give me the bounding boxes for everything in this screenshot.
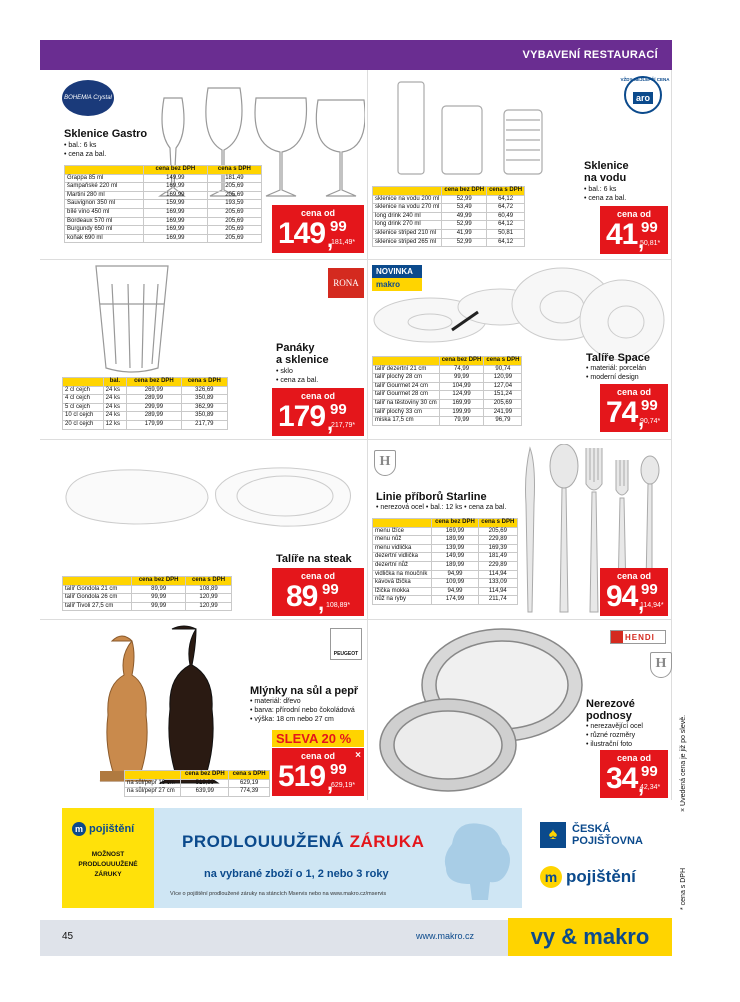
row-price: 52,99 xyxy=(442,195,487,204)
row-price-vat: 64,72 xyxy=(487,204,525,213)
bohemia-logo xyxy=(62,80,114,116)
peugeot-logo xyxy=(330,628,362,660)
row-price-vat: 90,74 xyxy=(484,365,522,374)
price-comma: , xyxy=(638,406,645,431)
col-head: cena bez DPH xyxy=(132,577,186,586)
col-head: cena s DPH xyxy=(186,577,232,586)
col-head xyxy=(63,577,132,586)
mlynky-bullet-2: • barva: přírodní nebo čokoládová xyxy=(250,706,355,715)
dog-silhouette-icon xyxy=(432,814,520,904)
row-price: 169,99 xyxy=(439,399,484,408)
insurer-line-1: ČESKÁ xyxy=(572,823,611,835)
row-label: vidlička na moučník xyxy=(373,570,432,579)
row-label: šampaňské 220 ml xyxy=(65,183,144,192)
price-label: cena od xyxy=(616,387,651,397)
warranty-banner[interactable] xyxy=(62,808,522,908)
row-price: 94,99 xyxy=(432,587,478,596)
row-label: sklenice na vodu 200 ml xyxy=(373,195,442,204)
price-int: 149 xyxy=(278,217,326,250)
panaky-bullet-2: • cena za bal. xyxy=(276,376,318,385)
panaky-title-1: Panáky xyxy=(276,342,315,354)
row-price-vat: 114,94 xyxy=(478,570,517,579)
mpojisteni-text: pojištění xyxy=(566,867,636,886)
hendi-logo xyxy=(610,630,666,644)
voda-title-1: Sklenice xyxy=(584,160,629,172)
bohemia-logo-text: BOHEMIA Crystal xyxy=(64,95,112,101)
banner-sub: na vybrané zboží o 1, 2 nebo 3 roky xyxy=(204,868,389,880)
banner-headline xyxy=(182,832,424,852)
mlynky-bullets xyxy=(250,697,355,724)
row-label: talíř Tivoli 27,5 cm xyxy=(63,602,132,611)
price-int: 74 xyxy=(606,396,638,429)
rona-logo xyxy=(328,268,364,298)
mlynky-bullet-3: • výška: 18 cm nebo 27 cm xyxy=(250,715,355,724)
price-vat: 114,94* xyxy=(640,602,664,609)
price-comma: , xyxy=(638,772,645,797)
row-price: 189,99 xyxy=(432,561,478,570)
row-label: talíř Gondola 26 cm xyxy=(63,594,132,603)
price-int: 89 xyxy=(286,580,318,613)
row-price: 169,99 xyxy=(143,226,207,235)
col-head: cena s DPH xyxy=(181,378,227,387)
row-price: 139,99 xyxy=(432,544,478,553)
starline-bullet-1: • nerezová ocel • bal.: 12 ks • cena za bal. xyxy=(376,503,506,512)
aro-brand: aro xyxy=(633,92,653,104)
row-price-vat: 362,99 xyxy=(181,403,227,412)
row-pack: 24 ks xyxy=(103,412,127,421)
banner-headline-2: ZÁRUKA xyxy=(349,832,425,851)
row-price-vat: 64,12 xyxy=(487,238,525,247)
col-head: cena s DPH xyxy=(207,166,261,175)
row-pack: 24 ks xyxy=(103,403,127,412)
row-label: talíř Gourmet 24 cm xyxy=(373,382,440,391)
panaky-table xyxy=(62,377,228,430)
price-dec: 99 xyxy=(330,401,347,418)
price-dec: 99 xyxy=(641,397,658,414)
bubble-line-3: ZÁRUKY xyxy=(94,871,122,878)
steak-table xyxy=(62,576,232,611)
steak-price-box xyxy=(272,568,364,616)
row-price-vat: 241,99 xyxy=(484,408,522,417)
gastro-title: Sklenice Gastro xyxy=(64,128,148,140)
row-price: 519,99 xyxy=(181,779,229,788)
price-label: cena od xyxy=(300,571,335,581)
row-label: Burgundy 650 ml xyxy=(65,226,144,235)
row-label: 20 cl cejch xyxy=(63,420,104,429)
row-price: 169,99 xyxy=(143,217,207,226)
col-head: cena bez DPH xyxy=(432,519,478,528)
starline-table xyxy=(372,518,518,605)
price-comma: , xyxy=(638,228,645,253)
row-price: 99,99 xyxy=(132,602,186,611)
price-vat: 108,89* xyxy=(326,602,351,609)
hendi-logo-mark xyxy=(611,631,623,643)
row-price: 169,99 xyxy=(143,191,207,200)
bubble-text xyxy=(62,850,154,880)
bubble-line-2: PRODLOUUUŽENÉ xyxy=(78,861,138,868)
col-head xyxy=(373,187,442,196)
discount-x-icon: × xyxy=(355,750,361,761)
row-price-vat: 326,69 xyxy=(181,386,227,395)
price-vat: 50,81* xyxy=(640,240,661,247)
price-int: 519 xyxy=(278,760,326,793)
starline-price-box xyxy=(600,568,668,616)
row-pack: 24 ks xyxy=(103,395,127,404)
water-glasses-image xyxy=(392,80,552,180)
novinka-label: NOVINKA xyxy=(372,265,422,278)
row-price-vat: 50,81 xyxy=(487,229,525,238)
row-label: Sauvignon 350 ml xyxy=(65,200,144,209)
gastro-bullets xyxy=(64,141,106,159)
gastro-table xyxy=(64,165,262,243)
row-label: 4 cl cejch xyxy=(63,395,104,404)
banner-headline-1: PRODLOUUUŽENÁ xyxy=(182,832,345,851)
podnosy-bullet-3: • ilustrační foto xyxy=(586,740,643,749)
row-price-vat: 96,79 xyxy=(484,417,522,426)
price-comma: , xyxy=(638,590,645,615)
banner-small: Více o pojištění prodloužené záruky na stáncích Mservis nebo na www.makro.cz/mservis xyxy=(170,891,387,897)
row-label: long drink 270 ml xyxy=(373,221,442,230)
row-price-vat: 120,99 xyxy=(186,594,232,603)
row-price-vat: 229,89 xyxy=(478,561,517,570)
row-price-vat: 205,69 xyxy=(207,183,261,192)
row-label: kávová lžička xyxy=(373,579,432,588)
price-dec: 99 xyxy=(641,581,658,598)
row-price-vat: 774,39 xyxy=(229,788,270,797)
row-price: 99,99 xyxy=(132,594,186,603)
col-head xyxy=(125,771,181,780)
space-bullet-1: • materiál: porcelán xyxy=(586,364,646,373)
row-price-vat: 181,49 xyxy=(478,553,517,562)
row-price: 169,99 xyxy=(432,527,478,536)
row-label: long drink 240 ml xyxy=(373,212,442,221)
podnosy-bullet-2: • různé rozměry xyxy=(586,731,643,740)
col-head: cena s DPH xyxy=(487,187,525,196)
row-price-vat: 60,49 xyxy=(487,212,525,221)
row-price-vat: 211,74 xyxy=(478,596,517,605)
row-price: 124,99 xyxy=(439,391,484,400)
insurer-line-2: POJIŠŤOVNA xyxy=(572,835,643,847)
row-pack: 24 ks xyxy=(103,386,127,395)
row-price: 159,99 xyxy=(143,200,207,209)
panaky-price-box xyxy=(272,388,364,436)
row-price-vat: 205,69 xyxy=(207,217,261,226)
price-dec: 99 xyxy=(641,763,658,780)
row-label: menu nůž xyxy=(373,536,432,545)
row-label: na sůl/pepř 18 cm xyxy=(125,779,181,788)
price-comma: , xyxy=(327,410,334,435)
row-label: koňak 690 ml xyxy=(65,234,144,243)
starline-title: Linie příborů Starline xyxy=(376,491,487,503)
row-label: na sůl/pepř 27 cm xyxy=(125,788,181,797)
row-price: 41,99 xyxy=(442,229,487,238)
row-price-vat: 120,99 xyxy=(186,602,232,611)
podnosy-bullets xyxy=(586,722,643,749)
podnosy-price-box xyxy=(600,750,668,798)
hendi-shield-icon: H xyxy=(374,450,396,476)
voda-table xyxy=(372,186,525,247)
row-price: 179,99 xyxy=(127,420,181,429)
row-price-vat: 229,89 xyxy=(478,536,517,545)
row-price: 99,99 xyxy=(439,374,484,383)
section-header: VYBAVENÍ RESTAURACÍ xyxy=(40,40,672,70)
row-price-vat: 193,59 xyxy=(207,200,261,209)
price-comma: , xyxy=(327,770,334,795)
row-price: 169,99 xyxy=(143,183,207,192)
panaky-title xyxy=(276,342,329,366)
row-label: menu vidlička xyxy=(373,544,432,553)
price-vat: 181,49* xyxy=(331,239,356,246)
col-head: cena bez DPH xyxy=(442,187,487,196)
price-label: cena od xyxy=(300,208,335,218)
row-price-vat: 217,79 xyxy=(181,420,227,429)
mlynky-price-box xyxy=(272,748,364,796)
col-head: cena s DPH xyxy=(478,519,517,528)
row-label: dezertní nůž xyxy=(373,561,432,570)
bubble-logo xyxy=(72,822,134,836)
voda-bullet-2: • cena za bal. xyxy=(584,194,626,203)
price-comma: , xyxy=(318,590,325,615)
gastro-bullet-2: • cena za bal. xyxy=(64,150,106,159)
price-int: 41 xyxy=(606,218,638,251)
row-price: 639,99 xyxy=(181,788,229,797)
price-int: 94 xyxy=(606,580,638,613)
space-bullets xyxy=(586,364,646,382)
row-price: 269,99 xyxy=(127,386,181,395)
row-price: 174,99 xyxy=(432,596,478,605)
row-label: Bordeaux 570 ml xyxy=(65,217,144,226)
shot-glass-image xyxy=(92,264,172,376)
podnosy-title xyxy=(586,698,635,722)
row-label: 10 cl cejch xyxy=(63,412,104,421)
row-price: 169,99 xyxy=(143,234,207,243)
row-label: bílé víno 450 ml xyxy=(65,208,144,217)
col-head: cena bez DPH xyxy=(181,771,229,780)
cp-logo-icon: ♠ xyxy=(540,822,566,848)
row-price: 49,99 xyxy=(442,212,487,221)
space-table xyxy=(372,356,522,426)
price-vat: 629,19* xyxy=(331,782,356,789)
podnosy-title-2: podnosy xyxy=(586,710,632,722)
row-price-vat: 151,24 xyxy=(484,391,522,400)
price-int: 34 xyxy=(606,762,638,795)
gastro-price-box xyxy=(272,205,364,253)
row-label: talíř na těstoviny 30 cm xyxy=(373,399,440,408)
row-label: talíř plochý 33 cm xyxy=(373,408,440,417)
ceska-pojistovna-logo xyxy=(540,822,643,848)
col-head xyxy=(373,357,440,366)
sleva-badge: SLEVA 20 % xyxy=(272,730,364,747)
row-label: sklenice na vodu 270 ml xyxy=(373,204,442,213)
row-price-vat: 133,09 xyxy=(478,579,517,588)
price-dec: 99 xyxy=(330,218,347,235)
price-label: cena od xyxy=(616,753,651,763)
podnosy-title-1: Nerezové xyxy=(586,698,635,710)
row-price: 52,99 xyxy=(442,238,487,247)
price-dec: 99 xyxy=(330,761,347,778)
row-label: talíř Gondola 21 cm xyxy=(63,585,132,594)
row-price-vat: 350,89 xyxy=(181,395,227,404)
price-vat: 90,74* xyxy=(640,418,661,425)
row-label: 2 cl cejch xyxy=(63,386,104,395)
row-price: 149,99 xyxy=(143,174,207,183)
row-label: sklenice striped 265 ml xyxy=(373,238,442,247)
row-price: 149,99 xyxy=(432,553,478,562)
row-price: 74,99 xyxy=(439,365,484,374)
row-price: 169,99 xyxy=(143,208,207,217)
bubble-line-1: MOŽNOST xyxy=(91,851,125,858)
row-label: miska 17,5 cm xyxy=(373,417,440,426)
row-price-vat: 120,99 xyxy=(484,374,522,383)
price-vat: 42,34* xyxy=(640,784,661,791)
col-head xyxy=(63,378,104,387)
col-head: cena s DPH xyxy=(484,357,522,366)
mlynky-title: Mlýnky na sůl a pepř xyxy=(250,685,359,697)
space-title: Talíře Space xyxy=(586,352,650,364)
price-dec: 99 xyxy=(641,219,658,236)
row-price-vat: 205,69 xyxy=(207,226,261,235)
row-label: talíř Gourmet 28 cm xyxy=(373,391,440,400)
col-head: cena bez DPH xyxy=(439,357,484,366)
price-comma: , xyxy=(327,227,334,252)
row-price: 189,99 xyxy=(432,536,478,545)
m-logo-icon: m xyxy=(540,866,562,888)
voda-title-2: na vodu xyxy=(584,172,627,184)
row-price-vat: 114,94 xyxy=(478,587,517,596)
price-dec: 99 xyxy=(322,581,339,598)
row-price-vat: 205,69 xyxy=(207,234,261,243)
row-price: 299,99 xyxy=(127,403,181,412)
rona-logo-text: RONA xyxy=(333,278,359,288)
trays-image xyxy=(376,625,586,795)
hendi-shield-icon: H xyxy=(650,652,672,678)
row-label: dezertní vidlička xyxy=(373,553,432,562)
space-price-box xyxy=(600,384,668,432)
mlynky-bullet-1: • materiál: dřevo xyxy=(250,697,355,706)
price-int: 179 xyxy=(278,400,326,433)
voda-bullet-1: • bal.: 6 ks xyxy=(584,185,626,194)
row-price: 199,99 xyxy=(439,408,484,417)
row-price-vat: 64,12 xyxy=(487,195,525,204)
mlynky-table xyxy=(124,770,270,797)
col-head xyxy=(65,166,144,175)
aro-award-text: VŽDY NEJLEPŠÍ CENA xyxy=(620,77,670,82)
row-price: 94,99 xyxy=(432,570,478,579)
row-price: 52,99 xyxy=(442,221,487,230)
row-price: 89,99 xyxy=(132,585,186,594)
peugeot-logo-text: PEUGEOT xyxy=(333,651,359,657)
panaky-title-2: a sklenice xyxy=(276,354,329,366)
footer-url[interactable]: www.makro.cz xyxy=(416,931,475,941)
row-price-vat: 205,69 xyxy=(207,208,261,217)
row-price-vat: 108,89 xyxy=(186,585,232,594)
row-price-vat: 64,12 xyxy=(487,221,525,230)
row-pack: 12 ks xyxy=(103,420,127,429)
row-price: 79,99 xyxy=(439,417,484,426)
row-price-vat: 350,89 xyxy=(181,412,227,421)
row-label: Martini 280 ml xyxy=(65,191,144,200)
bubble-brand: pojištění xyxy=(89,823,135,835)
mpojisteni-logo xyxy=(540,866,636,888)
row-label: nůž na ryby xyxy=(373,596,432,605)
panaky-bullets xyxy=(276,367,318,385)
price-label: cena od xyxy=(616,571,651,581)
voda-bullets xyxy=(584,185,626,203)
row-label: talíř dezertní 21 cm xyxy=(373,365,440,374)
aro-badge xyxy=(620,76,670,114)
m-logo-icon: m xyxy=(72,822,86,836)
gastro-bullet-1: • bal.: 6 ks xyxy=(64,141,106,150)
side-note-discount: × Uvedená cena je již po slevě. xyxy=(680,714,687,812)
steak-plates-image xyxy=(60,462,360,532)
price-label: cena od xyxy=(300,751,335,761)
col-head: cena bez DPH xyxy=(127,378,181,387)
row-price-vat: 629,19 xyxy=(229,779,270,788)
row-label: talíř plochý 28 cm xyxy=(373,374,440,383)
steak-title: Talíře na steak xyxy=(276,553,352,565)
col-head: bal. xyxy=(103,378,127,387)
page-number: 45 xyxy=(62,931,74,942)
row-price: 289,99 xyxy=(127,395,181,404)
slogan-logo: vy & makro xyxy=(508,918,672,956)
row-price-vat: 205,69 xyxy=(484,399,522,408)
col-head: cena s DPH xyxy=(229,771,270,780)
row-price: 289,99 xyxy=(127,412,181,421)
row-label: 5 cl cejch xyxy=(63,403,104,412)
row-price-vat: 205,69 xyxy=(207,191,261,200)
col-head: cena bez DPH xyxy=(143,166,207,175)
space-bullet-2: • moderní design xyxy=(586,373,646,382)
row-label: menu lžíce xyxy=(373,527,432,536)
makro-label: makro xyxy=(372,278,422,291)
starline-bullets xyxy=(376,503,506,512)
hendi-logo-text: HENDI xyxy=(625,632,655,642)
warranty-bubble xyxy=(62,808,154,908)
side-note-vat: * cena s DPH xyxy=(680,867,687,910)
voda-price-box xyxy=(600,206,668,254)
row-label: lžička mokka xyxy=(373,587,432,596)
row-label: sklenice striped 210 ml xyxy=(373,229,442,238)
row-price: 104,99 xyxy=(439,382,484,391)
price-vat: 217,79* xyxy=(331,422,356,429)
row-price-vat: 181,49 xyxy=(207,174,261,183)
panaky-bullet-1: • sklo xyxy=(276,367,318,376)
row-price-vat: 169,39 xyxy=(478,544,517,553)
row-price-vat: 127,04 xyxy=(484,382,522,391)
row-price-vat: 205,69 xyxy=(478,527,517,536)
podnosy-bullet-1: • nerezavějící ocel xyxy=(586,722,643,731)
price-label: cena od xyxy=(300,391,335,401)
col-head xyxy=(373,519,432,528)
row-price: 53,49 xyxy=(442,204,487,213)
price-label: cena od xyxy=(616,209,651,219)
row-price: 109,99 xyxy=(432,579,478,588)
row-label: Grappa 85 ml xyxy=(65,174,144,183)
voda-title xyxy=(584,160,629,184)
